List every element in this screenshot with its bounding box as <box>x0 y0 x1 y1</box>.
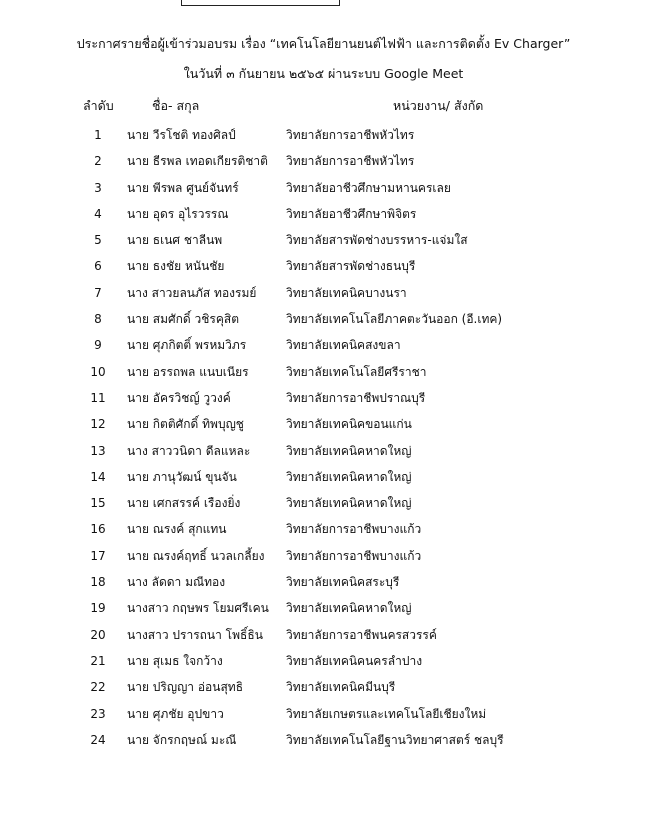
row-number: 15 <box>90 496 106 511</box>
table-row <box>0 206 647 232</box>
participant-organization: วิทยาลัยเทคโนโลยีภาคตะวันออก (อี.เทค) <box>286 312 503 327</box>
announcement-title: ประกาศรายชื่อผู้เข้าร่วมอบรม เรื่อง “เทคโนโลยียานยนต์ไฟฟ้า และการติดตั้ง Ev Charger” <box>76 36 571 51</box>
participant-organization: วิทยาลัยเทคนิคหาดใหญ่ <box>286 601 412 616</box>
participant-organization: วิทยาลัยการอาชีพปราณบุรี <box>286 390 426 405</box>
table-row <box>0 364 647 390</box>
table-row <box>0 285 647 311</box>
header-frame <box>181 0 340 6</box>
participant-organization: วิทยาลัยการอาชีพบางแก้ว <box>286 522 422 537</box>
announcement-date: ในวันที่ ๓ กันยายน ๒๕๖๕ ผ่านระบบ Google Meet <box>183 66 464 81</box>
participant-organization: วิทยาลัยการอาชีพหัวไทร <box>286 128 415 142</box>
participant-organization: วิทยาลัยเทคนิคสงขลา <box>286 338 401 353</box>
row-number: 12 <box>90 417 106 432</box>
table-row <box>0 153 647 179</box>
participant-name: นาง ลัดดา มณีทอง <box>127 575 226 590</box>
row-number: 2 <box>94 154 102 169</box>
row-number: 21 <box>90 653 106 668</box>
participant-name: นาย ปริญญา อ่อนสุทธิ <box>127 680 244 695</box>
participant-organization: วิทยาลัยการอาชีพหัวไทร <box>286 154 415 169</box>
row-number: 9 <box>94 338 102 353</box>
participant-name: นางสาว ปรารถนา โพธิ์ธิน <box>127 627 263 642</box>
row-number: 23 <box>90 706 106 721</box>
participant-list <box>0 127 647 758</box>
participant-name: นาย ธเนศ ชาลีนพ <box>127 233 223 248</box>
participant-name: นาย สุเมธ ใจกว้าง <box>127 653 223 668</box>
row-number: 7 <box>94 285 102 300</box>
participant-organization: วิทยาลัยเทคโนโลยีฐานวิทยาศาสตร์ ชลบุรี <box>286 732 504 747</box>
row-number: 3 <box>94 180 102 195</box>
participant-organization: วิทยาลัยสารพัดช่างธนบุรี <box>286 259 416 274</box>
column-header-name: ชื่อ- สกุล <box>152 98 200 113</box>
table-row <box>0 390 647 416</box>
table-row <box>0 180 647 206</box>
participant-name: นาง สาวยลนภัส ทองรมย์ <box>127 285 257 300</box>
participant-name: นางสาว กฤษพร โยมศรีเคน <box>127 601 269 616</box>
participant-name: นาย ภานุวัฒน์ ขุนจัน <box>127 469 237 484</box>
participant-name: นาย อรรถพล แนบเนียร <box>127 364 249 379</box>
participant-name: นาย เศกสรรค์ เรืองยิ่ง <box>127 496 241 511</box>
participant-name: นาย อุดร อุไรวรรณ <box>127 206 229 221</box>
table-row <box>0 127 647 153</box>
participant-organization: วิทยาลัยอาชีวศึกษาพิจิตร <box>286 206 417 221</box>
table-row <box>0 574 647 600</box>
table-row <box>0 311 647 337</box>
row-number: 13 <box>90 443 106 458</box>
participant-organization: วิทยาลัยเทคนิคนครลำปาง <box>286 653 423 668</box>
row-number: 10 <box>90 364 106 379</box>
participant-name: นาย พีรพล ศูนย์จันทร์ <box>127 180 239 195</box>
table-row <box>0 232 647 258</box>
column-header-number: ลำดับ <box>83 98 114 113</box>
participant-organization: วิทยาลัยเทคนิคหาดใหญ่ <box>286 496 412 511</box>
row-number: 17 <box>90 548 106 563</box>
participant-name: นาย ณรงค์ฤทธิ์ นวลเกลี้ยง <box>127 548 265 563</box>
row-number: 16 <box>90 522 106 537</box>
table-row <box>0 600 647 626</box>
participant-organization: วิทยาลัยเทคนิคหาดใหญ่ <box>286 469 412 484</box>
participant-name: นาย ธงชัย หนันชัย <box>127 259 225 274</box>
table-row <box>0 706 647 732</box>
table-row <box>0 495 647 521</box>
participant-name: นาย ณรงค์ สุกแทน <box>127 522 227 537</box>
table-row <box>0 521 647 547</box>
row-number: 4 <box>94 206 102 221</box>
row-number: 22 <box>90 680 106 695</box>
table-row <box>0 258 647 284</box>
row-number: 18 <box>90 575 106 590</box>
table-row <box>0 469 647 495</box>
participant-organization: วิทยาลัยเทคนิคหาดใหญ่ <box>286 443 412 458</box>
table-row <box>0 337 647 363</box>
participant-organization: วิทยาลัยเทคนิคขอนแก่น <box>286 417 412 432</box>
participant-name: นาย กิตติศักดิ์ ทิพบุญชู <box>127 417 244 432</box>
participant-organization: วิทยาลัยการอาชีพบางแก้ว <box>286 548 422 563</box>
row-number: 19 <box>90 601 106 616</box>
table-row <box>0 653 647 679</box>
row-number: 11 <box>90 390 106 405</box>
row-number: 20 <box>90 627 106 642</box>
participant-name: นาย จักรกฤษณ์ มะณี <box>127 732 237 747</box>
table-row <box>0 416 647 442</box>
table-row <box>0 627 647 653</box>
participant-name: นาง สาววนิดา ดีลแหละ <box>127 443 251 458</box>
participant-name: นาย อัครวิชญ์ วูวงค์ <box>127 390 231 405</box>
table-row <box>0 732 647 758</box>
table-row <box>0 548 647 574</box>
row-number: 6 <box>94 259 102 274</box>
participant-name: นาย สมศักดิ์ วชิรคุสิต <box>127 312 239 327</box>
row-number: 5 <box>94 233 102 248</box>
participant-organization: วิทยาลัยเทคนิคบางนรา <box>286 285 407 300</box>
participant-name: นาย วีรโชติ ทองศิลป์ <box>127 128 236 142</box>
row-number: 8 <box>94 312 102 327</box>
row-number: 24 <box>90 732 106 747</box>
participant-name: นาย ธีรพล เทอดเกียรติชาติ <box>127 154 268 169</box>
column-header-organization: หน่วยงาน/ สังกัด <box>393 98 484 113</box>
row-number: 14 <box>90 469 106 484</box>
participant-organization: วิทยาลัยการอาชีพนครสวรรค์ <box>286 627 437 642</box>
participant-name: นาย ศุภกิตติ์ พรหมวิภร <box>127 338 247 353</box>
table-row <box>0 679 647 705</box>
table-row <box>0 443 647 469</box>
participant-organization: วิทยาลัยเทคนิคสระบุรี <box>286 575 400 590</box>
participant-name: นาย ศุภชัย อุปขาว <box>127 706 224 721</box>
participant-organization: วิทยาลัยอาชีวศึกษามหานครเลย <box>286 180 451 195</box>
participant-organization: วิทยาลัยสารพัดช่างบรรหาร-แจ่มใส <box>286 233 468 248</box>
participant-organization: วิทยาลัยเทคโนโลยีศรีราชา <box>286 364 427 379</box>
participant-organization: วิทยาลัยเทคนิคมีนบุรี <box>286 680 396 695</box>
row-number: 1 <box>94 128 102 142</box>
participant-organization: วิทยาลัยเกษตรและเทคโนโลยีเชียงใหม่ <box>286 706 487 721</box>
